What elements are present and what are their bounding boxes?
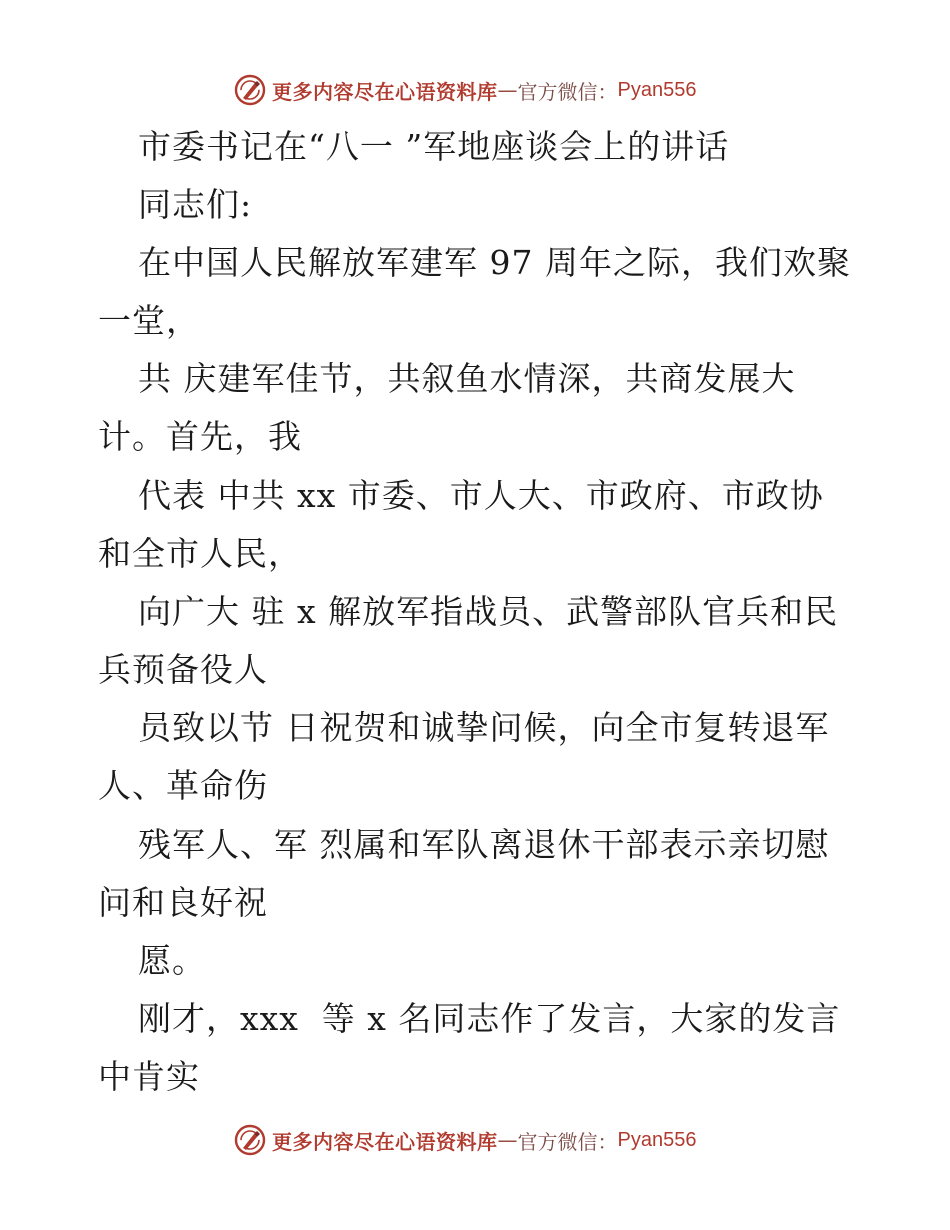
text-line: 中肯实 <box>98 1057 200 1096</box>
text-line: 一堂， <box>98 301 200 340</box>
banner-separator: — <box>497 78 518 102</box>
banner-wechat-id: Pyan556 <box>617 1128 697 1151</box>
banner-separator: — <box>497 1128 518 1152</box>
text-line: 愿。 <box>138 941 206 980</box>
text-line: 计。首先，我 <box>98 417 302 456</box>
text-line: 向广大 驻 x 解放军指战员、武警部队官兵和民 <box>138 592 839 631</box>
document-title: 市委书记在“八一 ”军地座谈会上的讲话 <box>138 127 730 166</box>
banner-wechat-id: Pyan556 <box>617 78 697 101</box>
footer-banner <box>234 1123 696 1157</box>
text-line: 共 庆建军佳节，共叙鱼水情深，共商发展大 <box>138 359 796 398</box>
banner-text: 更多内容尽在心语资料库 <box>272 1129 498 1154</box>
text-line: 人、革命伤 <box>98 766 268 805</box>
text-line: 残军人、军 烈属和军队离退休干部表示亲切慰 <box>138 825 830 864</box>
text-line: 刚才，xxx 等 x 名同志作了发言，大家的发言 <box>138 999 841 1038</box>
text-line: 代表 中共 xx 市委、市人大、市政府、市政协 <box>138 476 824 515</box>
text-line: 在中国人民解放军建军 97 周年之际，我们欢聚 <box>138 243 851 282</box>
text-line: 员致以节 日祝贺和诚挚问候，向全市复转退军 <box>138 708 830 747</box>
text-line: 和全市人民， <box>98 534 302 573</box>
banner-wechat-label: 官方微信： <box>517 79 618 104</box>
pen-logo-icon <box>234 1124 266 1156</box>
pen-logo-icon <box>234 74 266 106</box>
header-banner <box>234 73 696 107</box>
banner-text: 更多内容尽在心语资料库 <box>272 79 498 104</box>
text-line: 兵预备役人 <box>98 650 268 689</box>
text-line: 同志们: <box>138 185 253 224</box>
text-line: 问和良好祝 <box>98 883 268 922</box>
banner-wechat-label: 官方微信： <box>517 1129 618 1154</box>
